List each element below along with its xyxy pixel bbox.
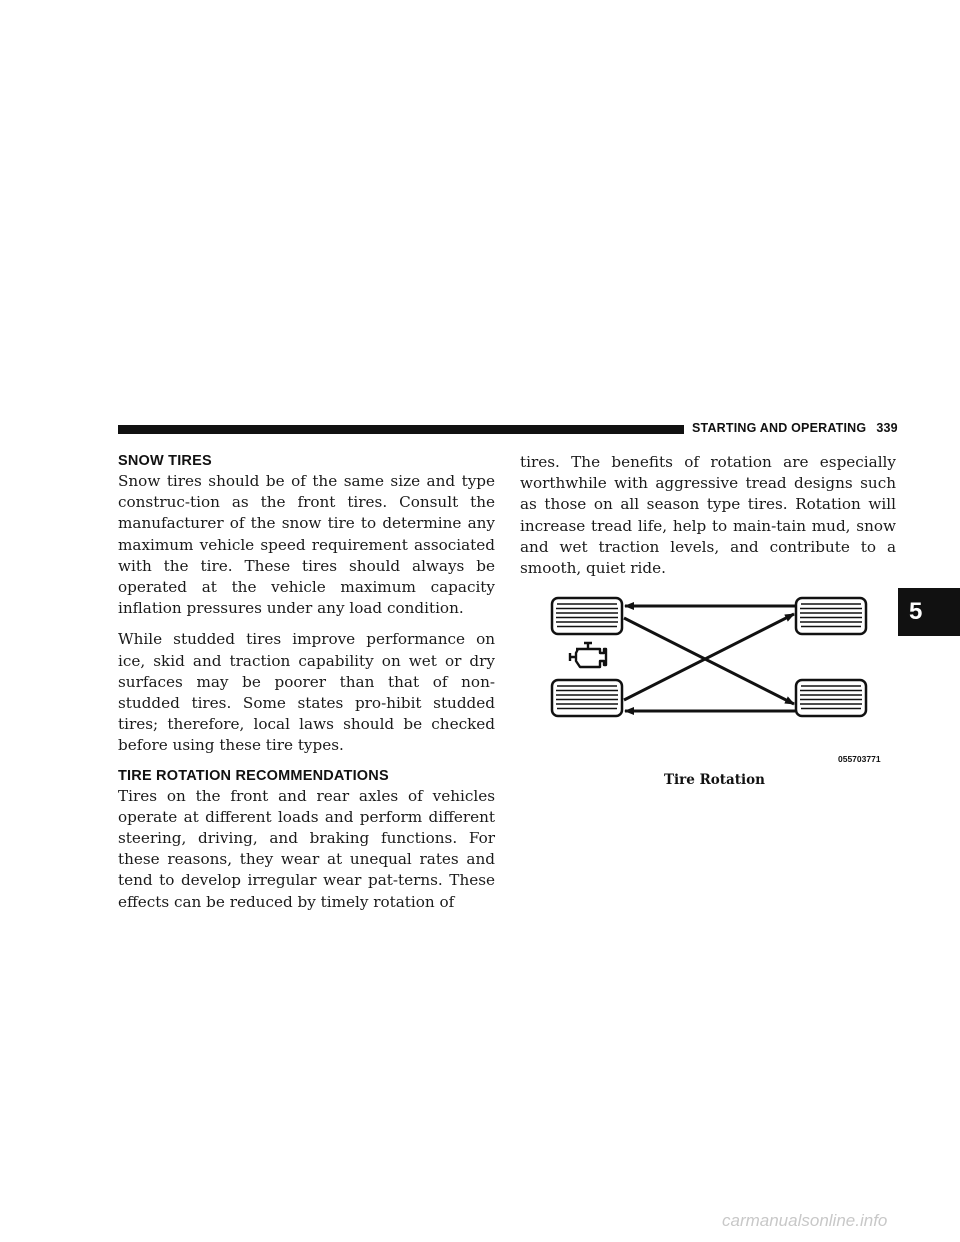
tire-rotation-continuation: tires. The benefits of rotation are especially worthwhile with aggressive tread designs such as those on all season type tires. Rotation will increase tread life, help to main-tain mud, snow and wet traction levels, and contribute to a smooth, quiet ride. bbox=[520, 453, 896, 578]
snow-tires-paragraph-2: While studded tires improve performance on ice, skid and traction capability on wet or dry surfaces may be poorer than that of non-studded tires. Some states pro-hibit studded tires; therefore, local laws should be checked before using these tire types. bbox=[118, 630, 495, 755]
header-rule bbox=[118, 425, 684, 434]
engine-icon bbox=[570, 643, 606, 667]
tire-rotation-paragraph: Tires on the front and rear axles of vehicles operate at different loads and perform different steering, driving, and braking functions. For these reasons, they wear at unequal rates and tend to develop irregular wear pat-terns. These effects can be reduced by timely rotation of bbox=[118, 786, 495, 911]
figure-code: 055703771 bbox=[838, 754, 881, 764]
figure-caption: Tire Rotation bbox=[664, 772, 765, 788]
tire-rotation-diagram bbox=[540, 585, 900, 770]
arrow-front-left-to-rear-right bbox=[624, 618, 794, 704]
left-column bbox=[118, 452, 495, 913]
tire-rear-left bbox=[552, 680, 622, 716]
tire-front-right bbox=[796, 598, 866, 634]
snow-tires-paragraph-1: Snow tires should be of the same size and type construc-tion as the front tires. Consult the manufacturer of the snow tire to determine any maximum vehicle speed requirement associated with the tire. These tires should always be operated at the vehicle maximum capacity inflation pressures under any load condition. bbox=[118, 472, 495, 618]
tire-rotation-heading: TIRE ROTATION RECOMMENDATIONS bbox=[118, 767, 389, 784]
right-column bbox=[520, 452, 896, 579]
snow-tires-heading: SNOW TIRES bbox=[118, 453, 212, 469]
page-number: 339 bbox=[876, 421, 898, 435]
chapter-number: 5 bbox=[909, 598, 923, 625]
arrow-rear-left-to-front-right bbox=[624, 614, 794, 700]
tire-front-left bbox=[552, 598, 622, 634]
section-title: STARTING AND OPERATING bbox=[692, 421, 867, 435]
tire-rear-right bbox=[796, 680, 866, 716]
running-header bbox=[692, 421, 898, 435]
chapter-tab bbox=[898, 588, 960, 636]
watermark: carmanualsonline.info bbox=[722, 1211, 888, 1230]
